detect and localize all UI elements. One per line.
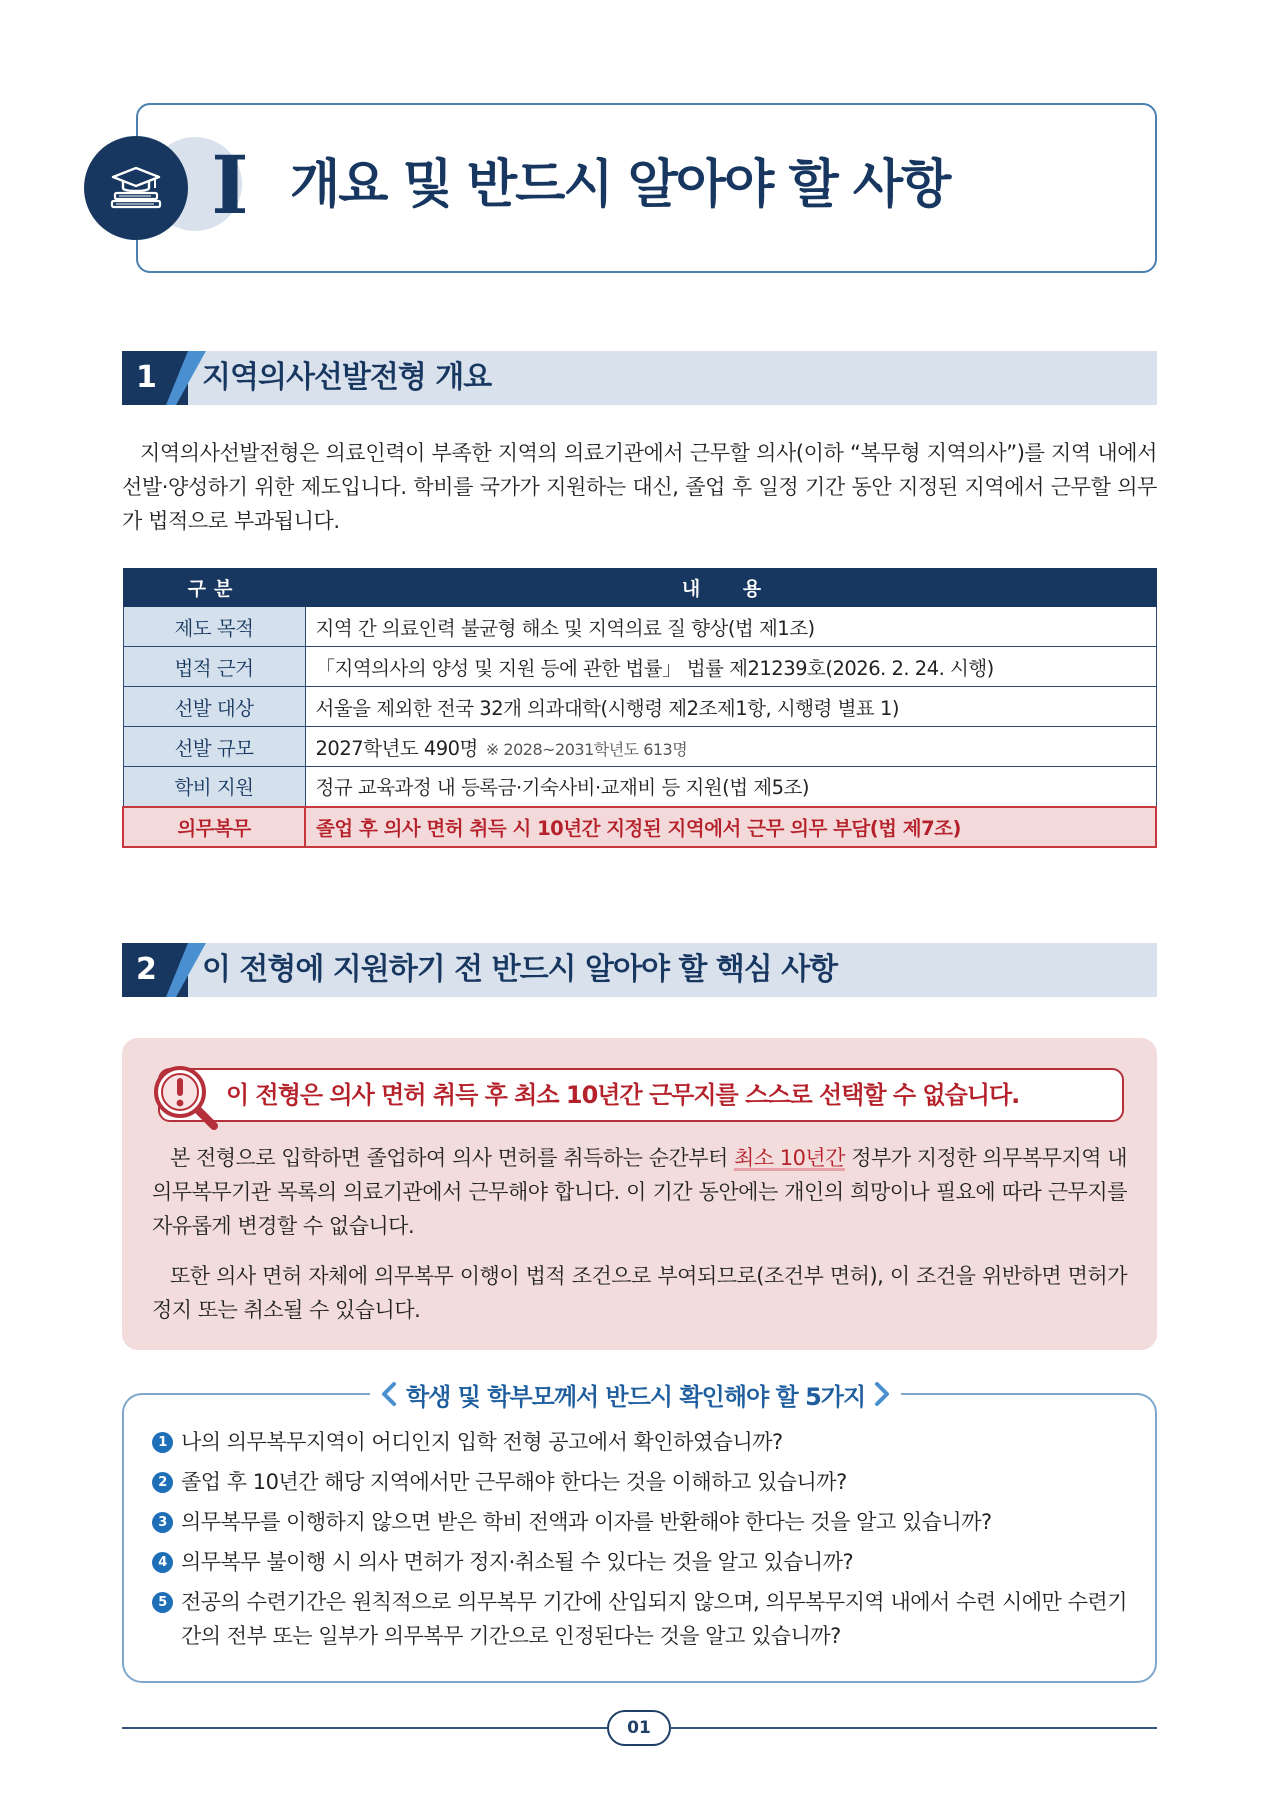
table-row bbox=[123, 687, 1156, 727]
checklist-item bbox=[152, 1505, 1127, 1539]
section-2-number: 2 bbox=[122, 943, 188, 997]
section-1-intro bbox=[122, 436, 1157, 538]
checklist-item-text: 전공의 수련기간은 원칙적으로 의무복무 기간에 산입되지 않으며, 의무복무지역 내에서 수련 시에만 수련기간의 전부 또는 일부가 의무복무 기간으로 인정된다는 것을 알고 있습니까? bbox=[181, 1590, 1127, 1648]
row-value: 서울을 제외한 전국 32개 의과대학(시행령 제2조제1항, 시행령 별표 1) bbox=[305, 687, 1156, 727]
warning-emphasis: 최소 10년간 bbox=[733, 1146, 846, 1170]
checklist-item bbox=[152, 1545, 1127, 1579]
row-label: 법적 근거 bbox=[123, 647, 305, 687]
overview-table bbox=[122, 568, 1157, 848]
row-value: 정규 교육과정 내 등록금·기숙사비·교재비 등 지원(법 제5조) bbox=[305, 767, 1156, 807]
checklist bbox=[152, 1425, 1127, 1659]
row-value: 「지역의사의 양성 및 지원 등에 관한 법률」 법률 제21239호(2026. 2. 24. 시행) bbox=[305, 647, 1156, 687]
warning-paragraph-2 bbox=[152, 1259, 1127, 1327]
magnifier-exclamation-icon bbox=[150, 1062, 222, 1134]
warning-text-part: 본 전형으로 입학하면 졸업하여 의사 면허를 취득하는 순간부터 bbox=[170, 1146, 734, 1170]
row-value: 지역 간 의료인력 불균형 해소 및 지역의료 질 향상(법 제1조) bbox=[305, 607, 1156, 647]
footer-divider-left bbox=[122, 1727, 607, 1729]
checklist-item bbox=[152, 1465, 1127, 1499]
number-badge-icon: 2 bbox=[152, 1472, 173, 1493]
table-row bbox=[123, 607, 1156, 647]
table-row bbox=[123, 647, 1156, 687]
checklist-item-text: 의무복무 불이행 시 의사 면허가 정지·취소될 수 있다는 것을 알고 있습니까? bbox=[181, 1550, 854, 1574]
page-number: 01 bbox=[607, 1710, 671, 1746]
number-badge-icon: 3 bbox=[152, 1512, 173, 1533]
row-label: 선발 대상 bbox=[123, 687, 305, 727]
section-2-header bbox=[122, 943, 1157, 997]
warning-paragraph-1 bbox=[152, 1141, 1127, 1243]
table-row bbox=[123, 767, 1156, 807]
table-row bbox=[123, 727, 1156, 767]
chapter-numeral: I bbox=[211, 138, 249, 232]
section-1-number: 1 bbox=[122, 351, 188, 405]
table-header-category: 구분 bbox=[123, 569, 305, 607]
section-1-header bbox=[122, 351, 1157, 405]
row-label: 제도 목적 bbox=[123, 607, 305, 647]
graduation-cap-books-icon bbox=[84, 136, 188, 240]
checklist-title-wrap bbox=[370, 1376, 901, 1412]
warning-headline: 이 전형은 의사 면허 취득 후 최소 10년간 근무지를 스스로 선택할 수 없습니다. bbox=[226, 1081, 1020, 1109]
section-2-title: 이 전형에 지원하기 전 반드시 알아야 할 핵심 사항 bbox=[202, 952, 838, 987]
table-header-row bbox=[123, 569, 1156, 607]
row-value-with-note bbox=[305, 727, 1156, 767]
row-label: 학비 지원 bbox=[123, 767, 305, 807]
table-row-highlighted bbox=[123, 807, 1156, 847]
row-label: 선발 규모 bbox=[123, 727, 305, 767]
row-note: ※ 2028~2031학년도 613명 bbox=[485, 739, 688, 759]
intro-text: 지역의사선발전형은 의료인력이 부족한 지역의 의료기관에서 근무할 의사(이하 “복무형 지역의사”)를 지역 내에서 선발·양성하기 위한 제도입니다. 학비를 국가가 지원하는 대신, 졸업 후 일정 기간 동안 지정된 지역에서 근무할 의무가 법적으로 부과됩니다. bbox=[122, 441, 1157, 533]
checklist-item-text: 나의 의무복무지역이 어디인지 입학 전형 공고에서 확인하였습니까? bbox=[181, 1430, 783, 1454]
checklist-item bbox=[152, 1585, 1127, 1653]
number-badge-icon: 4 bbox=[152, 1552, 173, 1573]
checklist-title: 학생 및 학부모께서 반드시 확인해야 할 5가지 bbox=[406, 1382, 866, 1411]
checklist-item-text: 졸업 후 10년간 해당 지역에서만 근무해야 한다는 것을 이해하고 있습니까? bbox=[181, 1470, 847, 1494]
number-badge-icon: 5 bbox=[152, 1592, 173, 1613]
chapter-title: 개요 및 반드시 알아야 할 사항 bbox=[290, 155, 950, 215]
section-1-title: 지역의사선발전형 개요 bbox=[202, 360, 492, 395]
number-badge-icon: 1 bbox=[152, 1432, 173, 1453]
footer-divider-right bbox=[671, 1727, 1157, 1729]
chevron-right-icon bbox=[873, 1381, 891, 1407]
checklist-item bbox=[152, 1425, 1127, 1459]
warning-text-part: 또한 의사 면허 자체에 의무복무 이행이 법적 조건으로 부여되므로(조건부 면허), 이 조건을 위반하면 면허가 정지 또는 취소될 수 있습니다. bbox=[152, 1264, 1127, 1322]
checklist-item-text: 의무복무를 이행하지 않으면 받은 학비 전액과 이자를 반환해야 한다는 것을 알고 있습니까? bbox=[181, 1510, 992, 1534]
row-value: 2027학년도 490명 bbox=[315, 736, 478, 760]
warning-text-part: 정부가 지정한 의무복무지역 내 의무복무기관 목록의 의료기관에서 근무해야 합니다. 이 기간 동안에는 개인의 희망이나 필요에 따라 근무지를 자유롭게 변경할 수 없습니다. bbox=[152, 1146, 1127, 1238]
table-header-content: 내 용 bbox=[305, 569, 1156, 607]
row-label: 의무복무 bbox=[123, 807, 305, 847]
row-value: 졸업 후 의사 면허 취득 시 10년간 지정된 지역에서 근무 의무 부담(법 제7조) bbox=[305, 807, 1156, 847]
chevron-left-icon bbox=[380, 1381, 398, 1407]
